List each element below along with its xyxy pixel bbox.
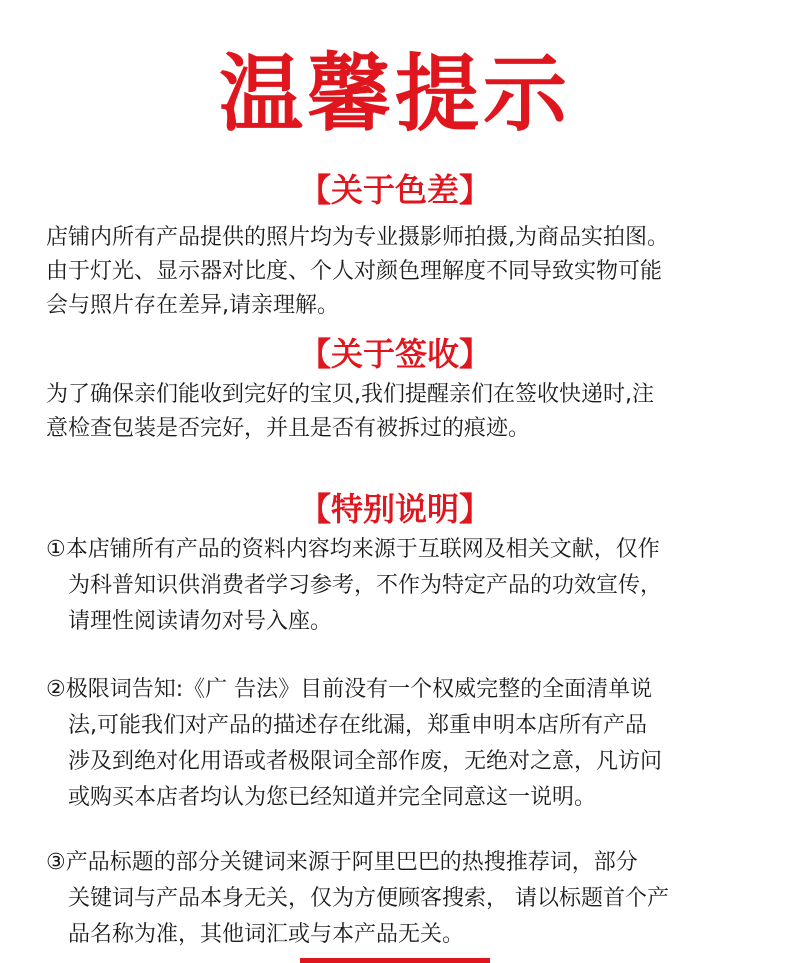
- text-line: 为了确保亲们能收到完好的宝贝,我们提醒亲们在签收快递时,注: [46, 382, 654, 407]
- text-line: 涉及到绝对化用语或者极限词全部作废，无绝对之意，凡访问: [68, 749, 663, 774]
- text-line: 法,可能我们对产品的描述存在纰漏，郑重申明本店所有产品: [68, 713, 647, 738]
- text-line: 或购买本店者均认为您已经知道并完全同意这一说明。: [68, 785, 597, 810]
- text-line: ①本店铺所有产品的资料内容均来源于互联网及相关文献，仅作: [46, 537, 660, 562]
- section-heading-receipt: 【关于签收】: [298, 335, 491, 373]
- text-line: 会与照片存在差异,请亲理解。: [46, 293, 339, 318]
- section-body-color: [46, 221, 766, 323]
- special-note-3: [46, 845, 766, 953]
- text-line: 请理性阅读请勿对号入座。: [68, 609, 333, 634]
- text-line: 关键词与产品本身无关，仅为方便顾客搜索， 请以标题首个产: [68, 886, 669, 911]
- text-line: 由于灯光、显示器对比度、个人对颜色理解度不同导致实物可能: [46, 259, 663, 284]
- text-line: 品名称为准，其他词汇或与本产品无关。: [68, 922, 465, 947]
- text-line: 为科普知识供消费者学习参考，不作为特定产品的功效宣传，: [68, 573, 663, 598]
- text-line: ③产品标题的部分关键词来源于阿里巴巴的热搜推荐词，部分: [46, 850, 638, 875]
- section-body-receipt: [46, 378, 766, 446]
- special-note-2: [46, 672, 766, 816]
- section-heading-color: 【关于色差】: [298, 171, 491, 209]
- section-heading-special: 【特别说明】: [298, 490, 491, 528]
- text-line: ②极限词告知:《广 告法》目前没有一个权威完整的全面清单说: [46, 677, 653, 702]
- text-line: 意检查包装是否完好，并且是否有被拆过的痕迹。: [46, 416, 531, 441]
- special-note-1: [46, 532, 766, 640]
- text-line: 店铺内所有产品提供的照片均为专业摄影师拍摄,为商品实拍图。: [46, 225, 669, 250]
- page-title: 温馨提示: [218, 45, 571, 143]
- bottom-accent-bar: [300, 958, 490, 963]
